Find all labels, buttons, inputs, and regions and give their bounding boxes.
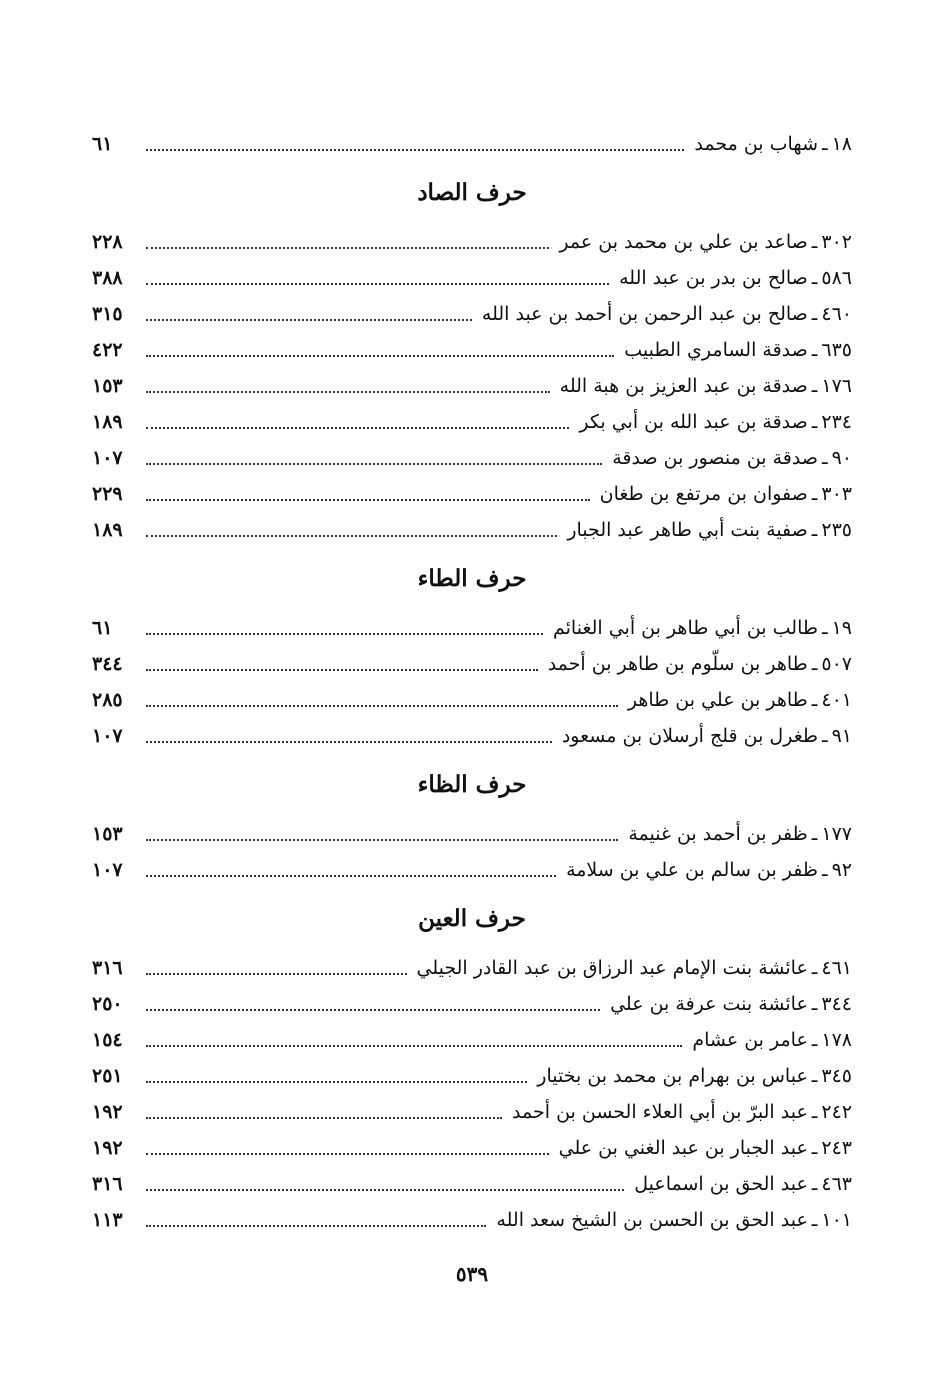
entry-number: ٢٤٣ (821, 1137, 852, 1159)
index-entry (92, 260, 852, 296)
dot-leader (146, 633, 543, 635)
entry-number: ٩٠ (831, 447, 852, 469)
entry-page: ١٩٢ (92, 1101, 123, 1123)
entry-separator: ـ (811, 339, 818, 361)
entry-number: ٢٣٤ (821, 411, 852, 433)
dot-leader (146, 535, 557, 537)
entry-separator: ـ (811, 1137, 818, 1159)
dot-leader (146, 705, 618, 707)
entry-name: طاهر بن سلّوم بن طاهر بن أحمد (547, 653, 808, 675)
section-heading: حرف العين (418, 905, 526, 932)
dot-leader (146, 355, 614, 357)
entry-page: ٤٢٢ (92, 339, 123, 361)
index-entry (92, 296, 852, 332)
entry-number: ١٠١ (821, 1209, 852, 1231)
entry-separator: ـ (822, 447, 828, 469)
entry-name: صفوان بن مرتفع بن طغان (599, 483, 808, 505)
entry-page: ٦١ (92, 133, 113, 155)
entry-separator: ـ (811, 375, 818, 397)
entry-page: ١٠٧ (92, 725, 123, 747)
entry-page: ١٠٧ (92, 859, 123, 881)
entry-page: ٦١ (92, 617, 113, 639)
entry-number: ١٧٧ (821, 823, 852, 845)
entry-separator: ـ (811, 1209, 818, 1231)
section-heading: حرف الظاء (417, 771, 527, 798)
index-entry (92, 852, 852, 888)
index-entry (92, 816, 852, 852)
entry-page: ١٥٤ (92, 1029, 123, 1051)
index-entry (92, 512, 852, 548)
entry-separator: ـ (822, 133, 828, 155)
entry-name: صدقة بن منصور بن صدقة (612, 447, 818, 469)
index-entry (92, 646, 852, 682)
entry-page: ٢٨٥ (92, 689, 123, 711)
entry-name: عبد الجبار بن عبد الغني بن علي (558, 1137, 808, 1159)
index-entry (92, 1202, 852, 1238)
entry-page: ٢٥٠ (92, 993, 123, 1015)
index-entry (92, 1058, 852, 1094)
entry-number: ٤٠١ (821, 689, 852, 711)
entry-page: ٣٨٨ (92, 267, 123, 289)
entry-name: عامر بن عشام (692, 1029, 808, 1051)
index-entry (92, 1130, 852, 1166)
dot-leader (146, 149, 684, 151)
entry-number: ١٧٨ (821, 1029, 852, 1051)
dot-leader (146, 741, 552, 743)
dot-leader (146, 1225, 486, 1227)
entry-page: ٢٥١ (92, 1065, 123, 1087)
entry-number: ٩٢ (831, 859, 852, 881)
entry-page: ١٥٣ (92, 375, 123, 397)
entry-number: ٣٤٥ (821, 1065, 852, 1087)
index-entry (92, 682, 852, 718)
entry-name: صالح بن بدر بن عبد الله (619, 267, 808, 289)
entry-separator: ـ (822, 725, 828, 747)
index-entry (92, 986, 852, 1022)
entry-page: ٣١٦ (92, 957, 123, 979)
entry-number: ٥٠٧ (821, 653, 852, 675)
entry-name: صدقة بن عبد العزيز بن هبة الله (559, 375, 808, 397)
entry-name: طالب بن أبي طاهر بن أبي الغنائم (552, 617, 818, 639)
entry-separator: ـ (811, 411, 818, 433)
section-heading: حرف الصاد (417, 179, 527, 206)
dot-leader (146, 1045, 682, 1047)
entry-page: ٢٢٨ (92, 231, 123, 253)
index-entry (92, 126, 852, 162)
entry-separator: ـ (822, 617, 828, 639)
entry-page: ١٥٣ (92, 823, 123, 845)
index-entry (92, 1094, 852, 1130)
entry-name: عبد البرّ بن أبي العلاء الحسن بن أحمد (512, 1101, 808, 1123)
index-entry (92, 1022, 852, 1058)
index-entry (92, 1166, 852, 1202)
entry-separator: ـ (811, 267, 818, 289)
entry-separator: ـ (811, 1173, 818, 1195)
dot-leader (146, 839, 618, 841)
entry-page: ١٠٧ (92, 447, 123, 469)
entry-page: ٢٢٩ (92, 483, 123, 505)
index-entry (92, 332, 852, 368)
entry-number: ٣٠٢ (821, 231, 852, 253)
entry-separator: ـ (811, 303, 818, 325)
dot-leader (146, 1117, 502, 1119)
entry-number: ٤٦٠ (821, 303, 852, 325)
entry-page: ١٨٩ (92, 519, 123, 541)
entry-number: ٩١ (831, 725, 852, 747)
entry-separator: ـ (811, 1065, 818, 1087)
entry-page: ٣٤٤ (92, 653, 123, 675)
dot-leader (146, 283, 609, 285)
entry-name: طاهر بن علي بن طاهر (627, 689, 808, 711)
entry-number: ١٨ (831, 133, 852, 155)
index-entry (92, 440, 852, 476)
dot-leader (146, 669, 538, 671)
dot-leader (146, 427, 569, 429)
entry-name: صالح بن عبد الرحمن بن أحمد بن عبد الله (481, 303, 808, 325)
entry-name: طغرل بن قلج أرسلان بن مسعود (561, 725, 818, 747)
entry-separator: ـ (811, 483, 818, 505)
dot-leader (146, 391, 550, 393)
entry-page: ٣١٥ (92, 303, 123, 325)
index-entry (92, 404, 852, 440)
entry-number: ٢٤٢ (821, 1101, 852, 1123)
entry-number: ١٧٦ (821, 375, 852, 397)
dot-leader (146, 247, 549, 249)
entry-name: صدقة السامري الطبيب (624, 339, 808, 361)
entry-name: صدقة بن عبد الله بن أبي بكر (579, 411, 808, 433)
index-entry (92, 224, 852, 260)
entry-separator: ـ (811, 519, 818, 541)
entry-separator: ـ (811, 993, 818, 1015)
entry-name: عائشة بنت عرفة بن علي (610, 993, 808, 1015)
entry-separator: ـ (822, 859, 828, 881)
entry-name: صاعد بن علي بن محمد بن عمر (559, 231, 808, 253)
entry-number: ٥٨٦ (821, 267, 852, 289)
index-entry (92, 476, 852, 512)
entry-name: صفية بنت أبي طاهر عبد الجبار (567, 519, 808, 541)
entry-number: ٦٣٥ (821, 339, 852, 361)
entry-page: ١٨٩ (92, 411, 123, 433)
entry-page: ١٩٢ (92, 1137, 123, 1159)
entry-number: ٢٣٥ (821, 519, 852, 541)
entry-name: ظفر بن أحمد بن غنيمة (628, 823, 808, 845)
page-number: ٥٣٩ (455, 1262, 489, 1286)
entry-name: عباس بن بهرام بن محمد بن بختيار (537, 1065, 808, 1087)
dot-leader (146, 499, 590, 501)
entry-separator: ـ (811, 231, 818, 253)
dot-leader (146, 875, 556, 877)
index-entry (92, 610, 852, 646)
index-content (92, 126, 852, 1238)
entry-number: ١٩ (831, 617, 852, 639)
dot-leader (146, 1153, 549, 1155)
dot-leader (146, 1189, 624, 1191)
entry-separator: ـ (811, 653, 818, 675)
dot-leader (146, 463, 602, 465)
section-heading: حرف الطاء (417, 565, 527, 592)
entry-name: عبد الحق بن اسماعيل (634, 1173, 808, 1195)
entry-number: ٤٦٣ (821, 1173, 852, 1195)
entry-page: ٣١٦ (92, 1173, 123, 1195)
entry-number: ٤٦١ (821, 957, 852, 979)
entry-name: ظفر بن سالم بن علي بن سلامة (566, 859, 818, 881)
entry-name: عائشة بنت الإمام عبد الرزاق بن عبد القادر الجيلي (416, 957, 808, 979)
index-entry (92, 950, 852, 986)
entry-name: عبد الحق بن الحسن بن الشيخ سعد الله (496, 1209, 808, 1231)
entry-number: ٣٠٣ (821, 483, 852, 505)
entry-separator: ـ (811, 957, 818, 979)
dot-leader (146, 973, 407, 975)
index-entry (92, 368, 852, 404)
entry-name: شهاب بن محمد (694, 133, 818, 155)
entry-separator: ـ (811, 823, 818, 845)
dot-leader (146, 319, 472, 321)
entry-page: ١١٣ (92, 1209, 123, 1231)
index-entry (92, 718, 852, 754)
entry-number: ٣٤٤ (821, 993, 852, 1015)
dot-leader (146, 1081, 527, 1083)
dot-leader (146, 1009, 600, 1011)
entry-separator: ـ (811, 689, 818, 711)
entry-separator: ـ (811, 1101, 818, 1123)
entry-separator: ـ (811, 1029, 818, 1051)
